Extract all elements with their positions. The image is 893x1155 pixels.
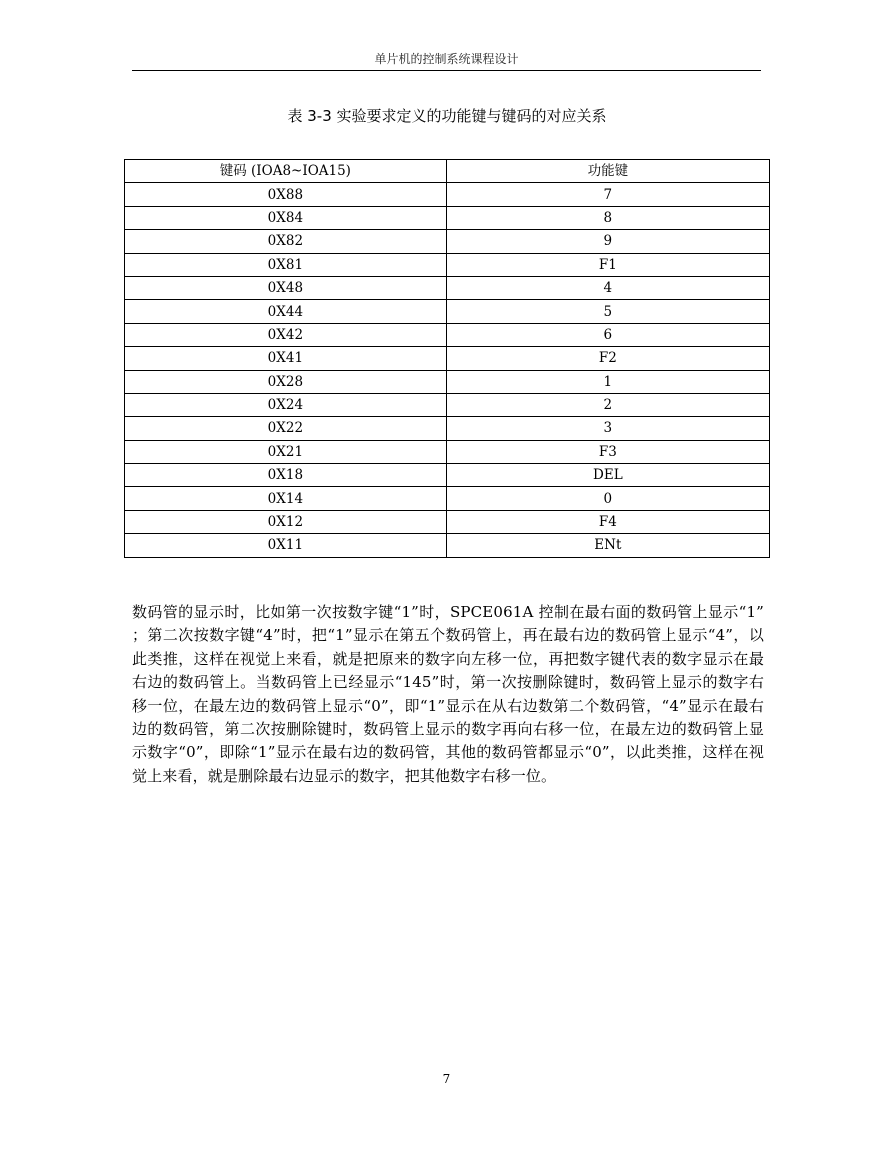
- table-row: [125, 534, 770, 557]
- function-key-cell: 4: [446, 276, 769, 299]
- table-row: [125, 370, 770, 393]
- key-code-cell: 0X12: [125, 510, 447, 533]
- key-code-cell: 0X42: [125, 323, 447, 346]
- function-key-cell: F1: [446, 253, 769, 276]
- function-key-cell: 5: [446, 300, 769, 323]
- function-key-cell: 0: [446, 487, 769, 510]
- function-key-cell: DEL: [446, 464, 769, 487]
- table-row: [125, 230, 770, 253]
- function-key-cell: 3: [446, 417, 769, 440]
- function-key-cell: F4: [446, 510, 769, 533]
- table-row: [125, 276, 770, 299]
- table-caption: 表 3-3 实验要求定义的功能键与键码的对应关系: [287, 107, 607, 125]
- table-row: [125, 440, 770, 463]
- page-number: 7: [442, 1072, 451, 1086]
- function-key-cell: 7: [446, 183, 769, 206]
- function-key-cell: ENt: [446, 534, 769, 557]
- table-row: [125, 487, 770, 510]
- table-header-row: [125, 160, 770, 183]
- key-code-cell: 0X28: [125, 370, 447, 393]
- key-code-cell: 0X82: [125, 230, 447, 253]
- table-body: [125, 183, 770, 557]
- column-header-function-key: 功能键: [446, 160, 769, 183]
- column-header-key-code: 键码 (IOA8~IOA15): [125, 160, 447, 183]
- key-code-cell: 0X88: [125, 183, 447, 206]
- key-code-cell: 0X11: [125, 534, 447, 557]
- function-key-cell: 9: [446, 230, 769, 253]
- body-paragraph: 数码管的显示时，比如第一次按数字键“1”时，SPCE061A 控制在最右面的数码管上显示“1” ；第二次按数字键“4”时，把“1”显示在第五个数码管上，再在最右边的数码管上显示“4”，以此类推，这样在视觉上来看，就是把原来的数字向左移一位，再把数字键代表的数字显示在最右边的数码管上。当数码管上已经显示“145”时，第一次按删除键时，数码管上显示的数字右移一位，在最左边的数码管上显示“0”，即“1”显示在从右边数第二个数码管，“4”显示在最右边的数码管，第二次按删除键时，数码管上显示的数字再向右移一位，在最左边的数码管上显示数字“0”，即除“1”显示在最右边的数码管，其他的数码管都显示“0”，以此类推，这样在视觉上来看，就是删除最右边显示的数字，把其他数字右移一位。: [132, 603, 764, 785]
- table-row: [125, 183, 770, 206]
- table-row: [125, 206, 770, 229]
- key-code-cell: 0X18: [125, 464, 447, 487]
- key-code-cell: 0X84: [125, 206, 447, 229]
- key-code-table: [124, 159, 770, 558]
- function-key-cell: 2: [446, 393, 769, 416]
- key-code-cell: 0X24: [125, 393, 447, 416]
- function-key-cell: 1: [446, 370, 769, 393]
- table-row: [125, 417, 770, 440]
- function-key-cell: F3: [446, 440, 769, 463]
- table-row: [125, 323, 770, 346]
- key-code-cell: 0X14: [125, 487, 447, 510]
- function-key-cell: F2: [446, 347, 769, 370]
- key-code-cell: 0X21: [125, 440, 447, 463]
- table-row: [125, 347, 770, 370]
- function-key-cell: 8: [446, 206, 769, 229]
- page-header: 单片机的控制系统课程设计: [132, 50, 761, 71]
- function-key-cell: 6: [446, 323, 769, 346]
- key-code-cell: 0X41: [125, 347, 447, 370]
- table-row: [125, 510, 770, 533]
- table-row: [125, 393, 770, 416]
- table-row: [125, 253, 770, 276]
- table-row: [125, 300, 770, 323]
- key-code-cell: 0X81: [125, 253, 447, 276]
- key-code-cell: 0X22: [125, 417, 447, 440]
- key-code-cell: 0X48: [125, 276, 447, 299]
- key-code-cell: 0X44: [125, 300, 447, 323]
- table-row: [125, 464, 770, 487]
